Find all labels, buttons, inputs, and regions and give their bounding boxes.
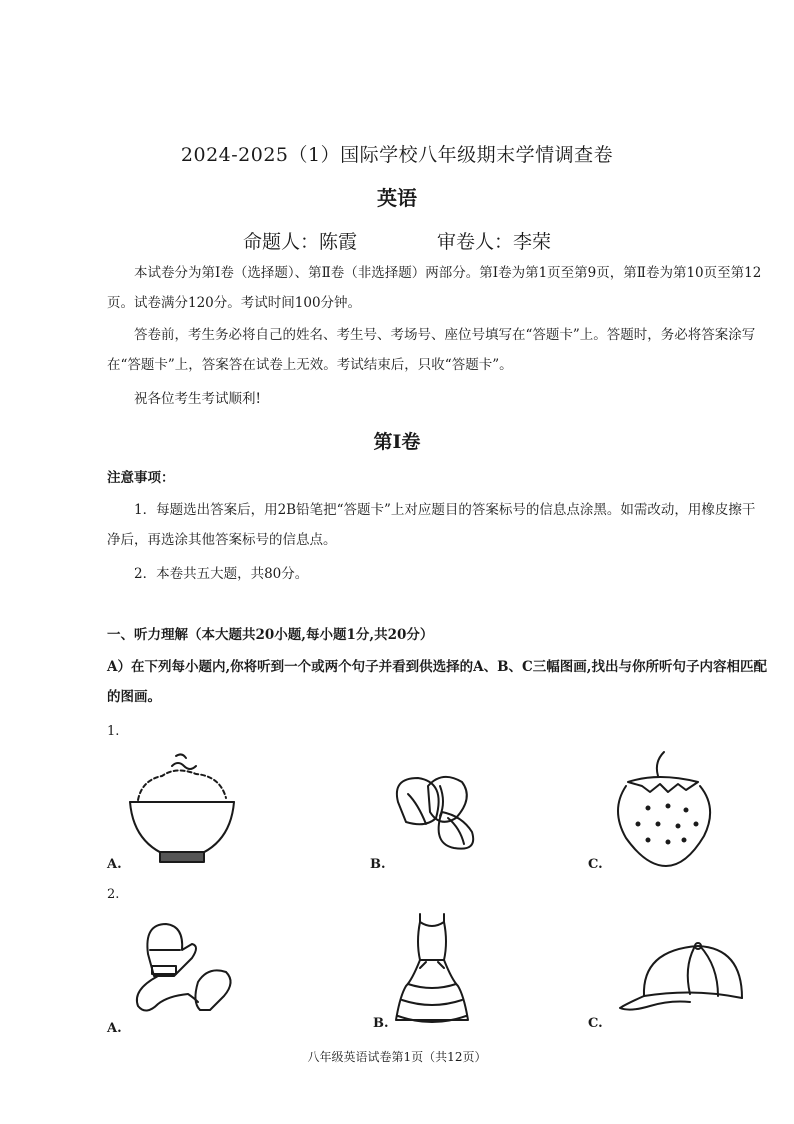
option-label: A. <box>107 857 122 872</box>
spinach-icon <box>388 772 488 852</box>
note-1: 1．每题选出答案后，用2B铅笔把“答题卡”上对应题目的答案标号的信息点涂黑。如需改动，用橡皮擦干净后，再选涂其他答案标号的信息点。 <box>107 502 756 548</box>
notes-heading: 注意事项： <box>107 470 175 486</box>
question-number: 1. <box>107 724 120 739</box>
mittens-icon <box>128 920 238 1020</box>
strawberry-icon <box>608 752 718 866</box>
authors-line <box>0 227 794 254</box>
intro-paragraph-1: 本试卷分为第Ⅰ卷（选择题）、第Ⅱ卷（非选择题）两部分。第Ⅰ卷为第1页至第9页，第Ⅱ卷为第10页至第12页。试卷满分120分。考试时间100分钟。 <box>107 265 762 311</box>
option-label: B. <box>373 1016 389 1031</box>
intro-paragraph-2: 答卷前，考生务必将自己的姓名、考生号、考场号、座位号填写在“答题卡”上。答题时，务必将答案涂写在“答题卡”上，答案答在试卷上无效。考试结束后，只收“答题卡”。 <box>107 327 756 373</box>
exam-title: 2024-2025（1）国际学校八年级期末学情调查卷 <box>180 144 614 166</box>
intro-paragraph-3: 祝各位考生考试顺利! <box>134 391 261 407</box>
subject-title: 英语 <box>377 186 417 210</box>
reviewer-name: 审卷人：李荣 <box>437 231 552 253</box>
cap-icon <box>618 938 748 1018</box>
setter-name: 命题人：陈霞 <box>242 231 357 253</box>
option-label: A. <box>107 1021 122 1036</box>
option-label: B. <box>370 857 386 872</box>
page-footer: 八年级英语试卷第1页（共12页） <box>307 1050 487 1064</box>
section-heading: 一、听力理解（本大题共20小题,每小题1分,共20分） <box>107 627 434 643</box>
part-a-instructions: A）在下列每小题内,你将听到一个或两个句子并看到供选择的A、B、C三幅图画,找出与你所听句子内容相匹配的图画。 <box>107 659 768 705</box>
option-label: C. <box>588 1016 603 1031</box>
volume-title: 第Ⅰ卷 <box>373 431 421 453</box>
rice-bowl-icon <box>124 752 239 870</box>
question-number: 2. <box>107 887 120 902</box>
dress-icon <box>392 912 472 1034</box>
note-2: 2．本卷共五大题，共80分。 <box>134 566 309 582</box>
option-label: C. <box>588 857 603 872</box>
